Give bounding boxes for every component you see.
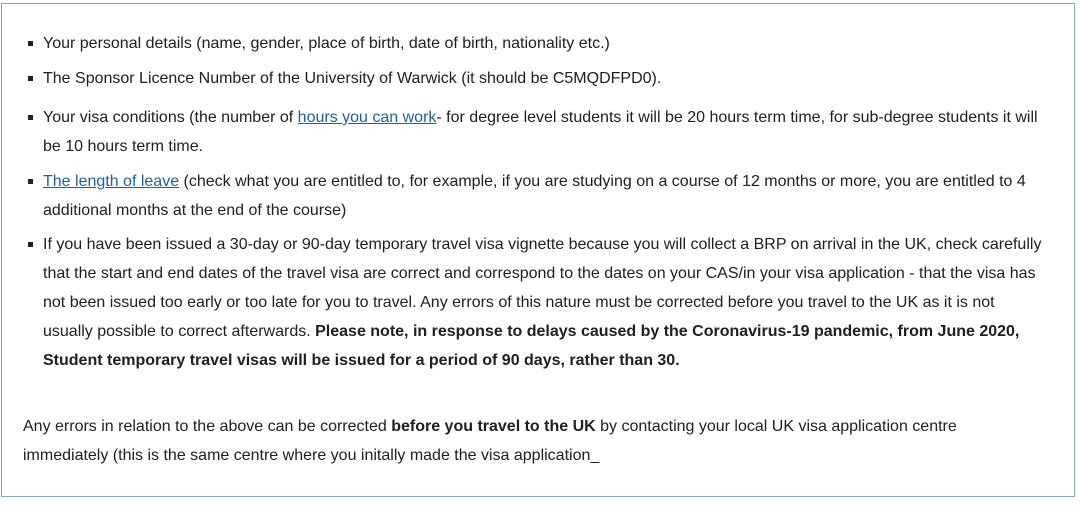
list-item-travel-visa (2, 230, 1042, 375)
list-item-text: Your personal details (name, gender, place of birth, date of birth, nationality etc.) (43, 35, 610, 52)
bullet-icon (28, 76, 33, 81)
bullet-icon (28, 41, 33, 46)
bullet-icon (28, 179, 33, 184)
list-item-text-after: - for degree level students it will be 20 hours term time, for sub-degree students it will be 10 hours term time. (43, 109, 1038, 155)
list-item-bold-note: Please note, in response to delays caused by the Coronavirus-19 pandemic, from June 2020, Student temporary travel visas will be issued for a period of 90 days, rather than 30. (43, 323, 1020, 369)
requirements-list (2, 29, 1042, 375)
bullet-icon (28, 115, 33, 120)
length-of-leave-link[interactable]: The length of leave (43, 173, 180, 190)
footer-paragraph (23, 412, 1033, 470)
list-item-visa-conditions (2, 103, 1042, 161)
list-item-length-of-leave (2, 167, 1042, 225)
list-item-sponsor-licence (2, 64, 1042, 93)
footer-text-after: by contacting your local UK visa application centre immediately (this is the same centre where you initally made the visa application_ (23, 418, 957, 464)
hours-you-can-work-link[interactable]: hours you can work (297, 109, 437, 126)
list-item-text: If you have been issued a 30-day or 90-day temporary travel visa vignette because you will collect a BRP on arrival in the UK, check carefully that the start and end dates of the travel visa are correct and correspond to the dates on your CAS/in your visa application - that the visa has not been issued too early or too late for you to travel. Any errors of this nature must be corrected before you travel to the UK as it is not usually possible to correct afterwards. (43, 236, 1042, 340)
footer-bold-text: before you travel to the UK (391, 418, 596, 435)
list-item-text: The Sponsor Licence Number of the University of Warwick (it should be C5MQDFPD0). (43, 70, 662, 87)
list-item-text-after: (check what you are entitled to, for example, if you are studying on a course of 12 months or more, you are entitled to 4 additional months at the end of the course) (43, 173, 1026, 219)
footer-text-before: Any errors in relation to the above can be corrected (23, 418, 392, 435)
bullet-icon (28, 242, 33, 247)
list-item-text-before: Your visa conditions (the number of (43, 109, 298, 126)
list-item-personal-details (2, 29, 1042, 58)
content-panel (1, 3, 1075, 497)
